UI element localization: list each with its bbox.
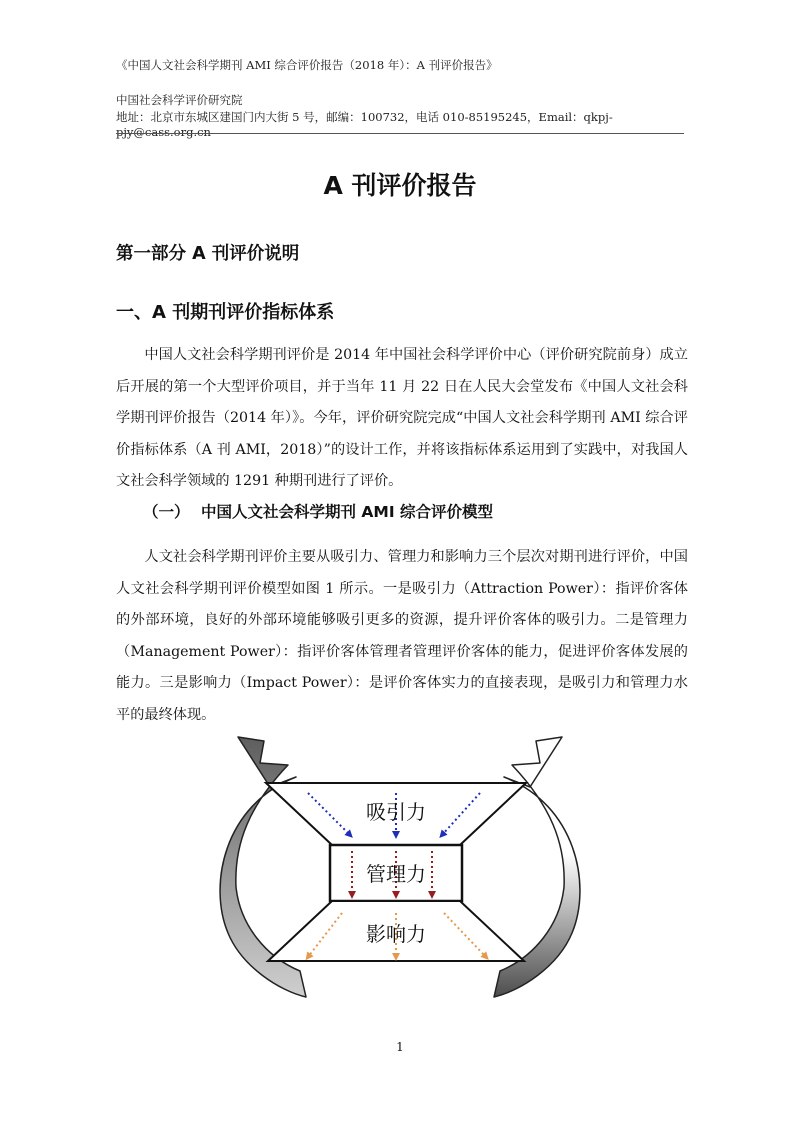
label-management: 管理力 [366,862,426,886]
ami-model-figure [180,735,620,1003]
subsection-text: 中国人文社会科学期刊 AMI 综合评价模型 [201,503,493,521]
part-heading: 第一部分 A 刊评价说明 [116,244,300,264]
header-divider [116,133,684,134]
label-attraction: 吸引力 [366,800,426,824]
page-title: A 刊评价报告 [323,171,477,200]
page-number: 1 [396,1040,404,1054]
label-impact: 影响力 [366,922,426,946]
header-journal-title: 《中国人文社会科学期刊 AMI 综合评价报告（2018 年）：A 刊评价报告》 [116,58,498,72]
subsection-number: （一） [143,503,190,521]
header-organization: 中国社会科学评价研究院 [116,93,243,107]
section-heading: 一、A 刊期刊评价指标体系 [116,302,335,323]
subsection-heading [143,500,493,522]
paragraph-model: 人文社会科学期刊评价主要从吸引力、管理力和影响力三个层次对期刊进行评价，中国人文社会科学期刊评价模型如图 1 所示。一是吸引力（Attraction Power）：指评价客体的外部环境，良好的外部环境能够吸引更多的资源，提升评价客体的吸引力。二是管理力（Management Power）：指评价客体管理者管理评价客体的能力，促进评价客体发展的能力。三是影响力（Impact Power）：是评价客体实力的直接表现，是吸引力和管理力水平的最终体现。 [116,549,688,723]
paragraph-intro: 中国人文社会科学期刊评价是 2014 年中国社会科学评价中心（评价研究院前身）成立后开展的第一个大型评价项目，并于当年 11 月 22 日在人民大会堂发布《中国人文社会科学期刊评价报告（2014 年）》。今年，评价研究院完成“中国人文社会科学期刊 AMI 综合评价指标体系（A 刊 AMI，2018）”的设计工作，并将该指标体系运用到了实践中，对我国人文社会科学领域的 1291 种期刊进行了评价。 [116,347,688,489]
header-address: 地址：北京市东城区建国门内大街 5 号，邮编：100732，电话 010-85195245，Email：qkpj-pjy@cass.org.cn [116,110,613,139]
